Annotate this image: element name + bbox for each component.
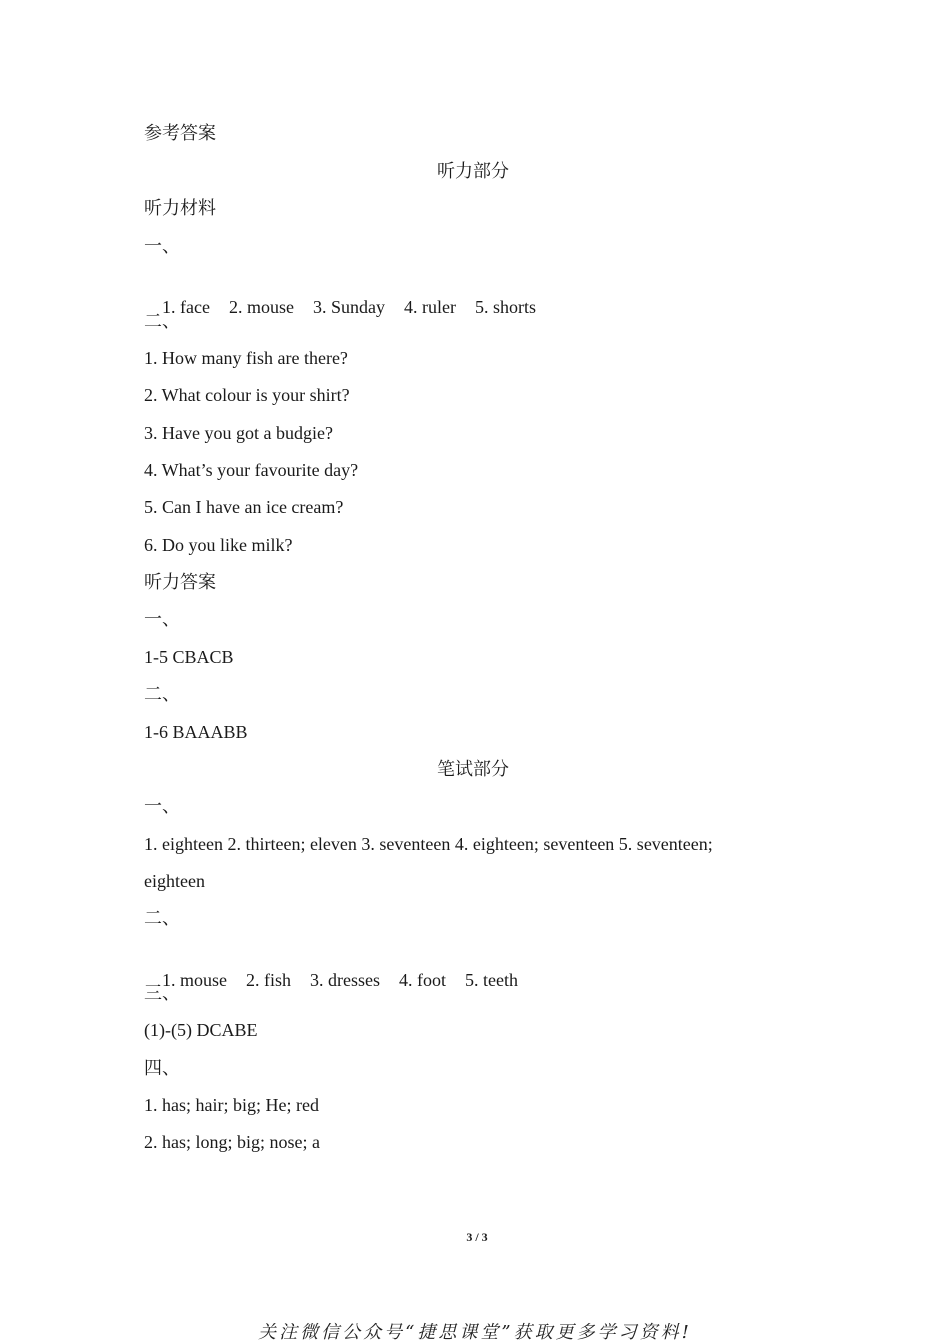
list-item: 4. foot bbox=[399, 970, 446, 990]
written-sec2-items bbox=[144, 944, 537, 1016]
list-item: 1. How many fish are there? bbox=[144, 348, 348, 368]
answer-line: 1-6 BAAABB bbox=[144, 722, 248, 742]
section-label: 三、 bbox=[144, 983, 180, 1003]
written-heading: 笔试部分 bbox=[437, 759, 509, 779]
promo-banner: 关注微信公众号“捷思课堂”获取更多学习资料! bbox=[258, 1322, 692, 1343]
listening-sec1-items bbox=[144, 271, 555, 343]
answer-line: 1-5 CBACB bbox=[144, 647, 234, 667]
section-label: 二、 bbox=[144, 684, 180, 704]
section-label: 一、 bbox=[144, 796, 180, 816]
section-label: 四、 bbox=[144, 1058, 180, 1078]
document-title: 参考答案 bbox=[144, 123, 216, 143]
listening-heading: 听力部分 bbox=[437, 161, 509, 181]
section-label: 一、 bbox=[144, 236, 180, 256]
section-label: 二、 bbox=[144, 311, 180, 331]
list-item: 1. has; hair; big; He; red bbox=[144, 1095, 319, 1115]
list-item: 1. mouse bbox=[162, 970, 227, 990]
answer-line: eighteen bbox=[144, 871, 205, 891]
list-item: 2. fish bbox=[246, 970, 291, 990]
list-item: 5. teeth bbox=[465, 970, 518, 990]
list-item: 6. Do you like milk? bbox=[144, 535, 293, 555]
list-item: 2. mouse bbox=[228, 297, 294, 317]
answer-line: 1. eighteen 2. thirteen; eleven 3. seventeen 4. eighteen; seventeen 5. seventeen; bbox=[144, 834, 713, 854]
page-number: 3 / 3 bbox=[466, 1230, 488, 1244]
listening-answer-label: 听力答案 bbox=[144, 572, 216, 592]
list-item: 5. shorts bbox=[474, 297, 536, 317]
list-item: 3. Sunday bbox=[312, 297, 385, 317]
list-item: 2. has; long; big; nose; a bbox=[144, 1132, 320, 1152]
list-item: 3. Have you got a budgie? bbox=[144, 423, 333, 443]
list-item: 3. dresses bbox=[310, 970, 380, 990]
list-item: 4. What’s your favourite day? bbox=[144, 460, 359, 480]
listening-material-label: 听力材料 bbox=[144, 198, 216, 218]
section-label: 二、 bbox=[144, 908, 180, 928]
list-item: 4. ruler bbox=[403, 297, 456, 317]
list-item: 5. Can I have an ice cream? bbox=[144, 497, 344, 517]
list-item: 1. face bbox=[162, 297, 210, 317]
answer-line: (1)-(5) DCABE bbox=[144, 1020, 258, 1040]
section-label: 一、 bbox=[144, 609, 180, 629]
list-item: 2. What colour is your shirt? bbox=[144, 385, 350, 405]
